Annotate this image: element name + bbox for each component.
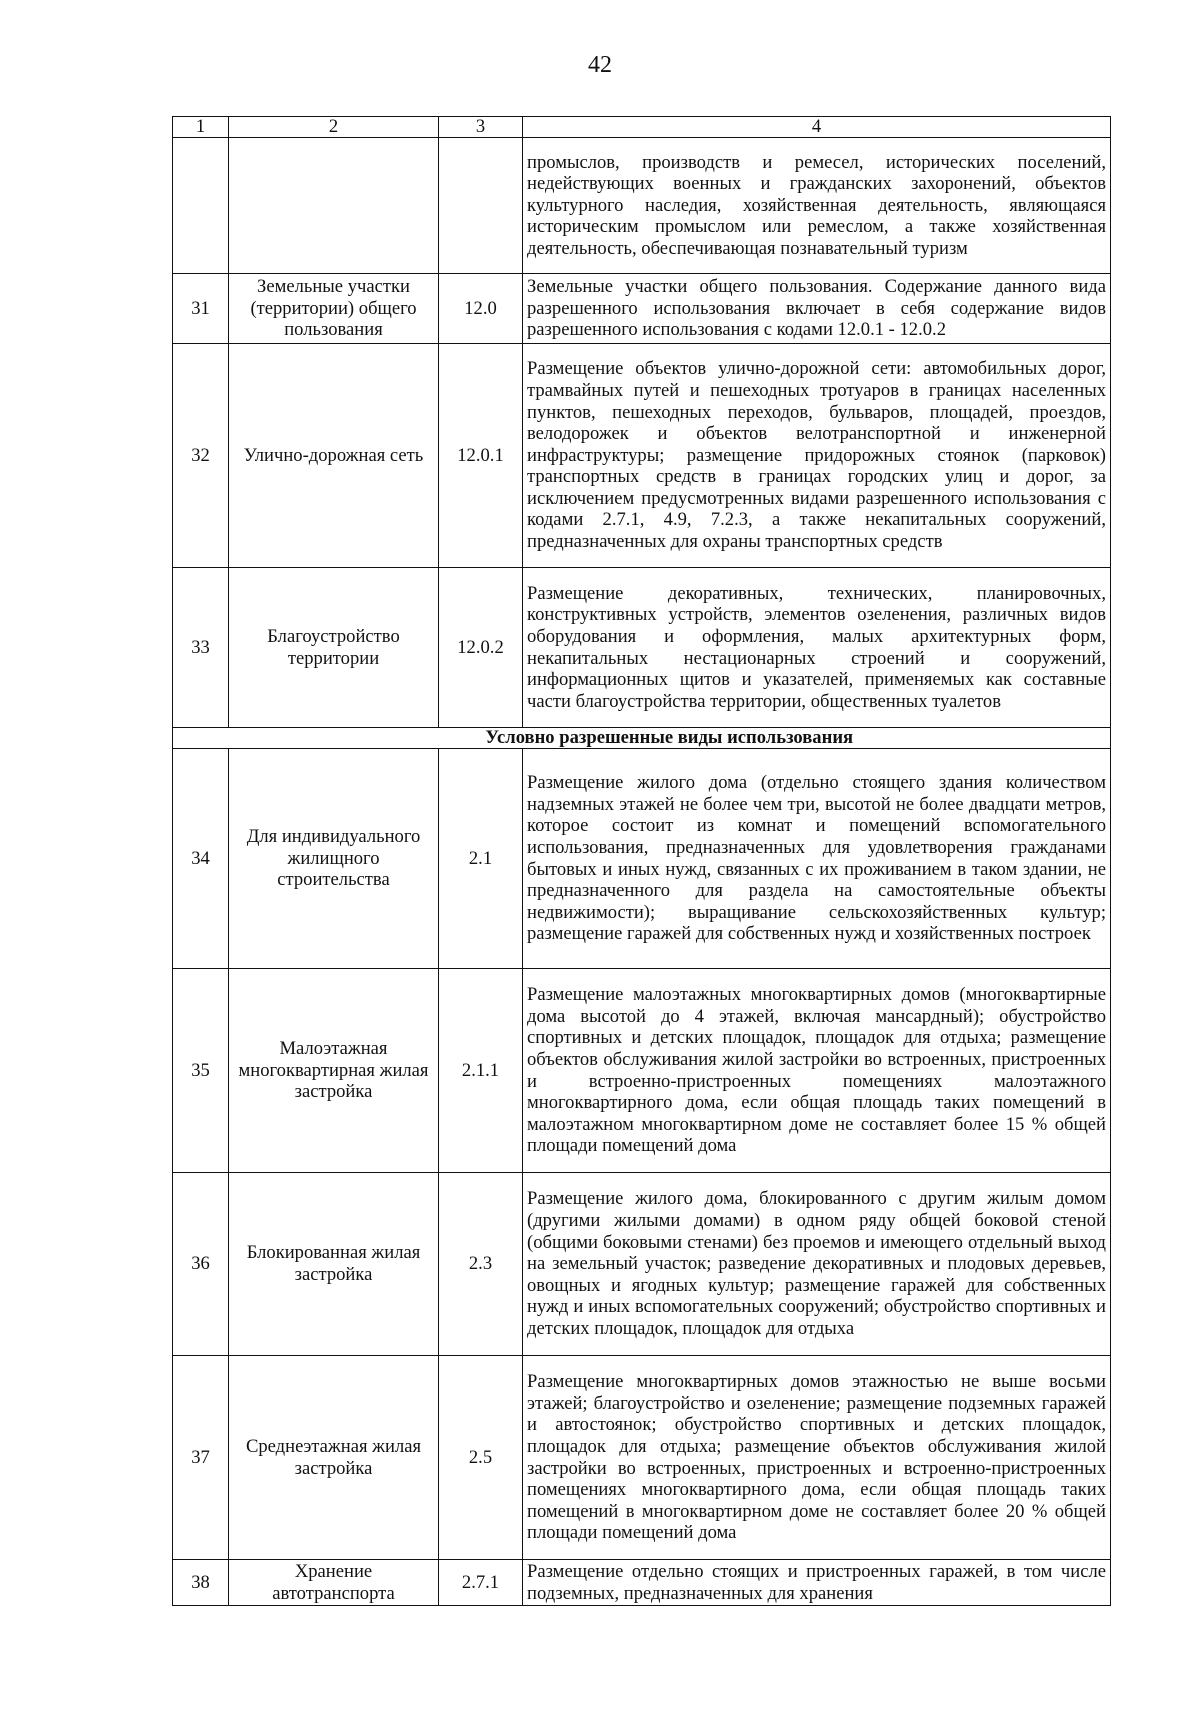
column-header: 1 [173,117,229,138]
row-code-cell: 12.0.1 [439,344,523,568]
row-number-cell: 33 [173,568,229,728]
table-row [173,1356,1111,1560]
row-description-cell: Размещение объектов улично-дорожной сети: автомобильных дорог, трамвайных путей и пешеходных тротуаров в границах населенных пунктов, пешеходных переходов, бульваров, площадей, проездов, велодорожек и объектов велотранспортной и инженерной инфраструктуры; размещение придорожных стоянок (парковок) транспортных средств в границах городских улиц и дорог, за исключением предусмотренных видами разрешенного использования с кодами 2.7.1, 4.9, 7.2.3, а также некапитальных сооружений, предназначенных для охраны транспортных средств [523,344,1111,568]
row-number-cell: 32 [173,344,229,568]
row-description-cell: Размещение жилого дома (отдельно стоящего здания количеством надземных этажей не более чем три, высотой не более двадцати метров, которое состоит из комнат и помещений вспомогательного использования, предназначенных для удовлетворения гражданами бытовых и иных нужд, связанных с их проживанием в таком здании, не предназначенного для раздела на самостоятельные объекты недвижимости); выращивание сельскохозяйственных культур; размещение гаражей для собственных нужд и хозяйственных построек [523,749,1111,969]
table-row [173,274,1111,344]
row-number-cell: 37 [173,1356,229,1560]
row-code-cell: 2.7.1 [439,1560,523,1606]
row-code-cell: 12.0.2 [439,568,523,728]
row-name-cell: Земельные участки (территории) общего пользования [229,274,439,344]
row-name-cell: Среднеэтажная жилая застройка [229,1356,439,1560]
row-code-cell: 2.3 [439,1173,523,1356]
table-row [173,749,1111,969]
column-header: 2 [229,117,439,138]
column-header: 4 [523,117,1111,138]
table-row [173,1173,1111,1356]
row-number-cell: 38 [173,1560,229,1606]
row-name-cell: Для индивидуального жилищного строительства [229,749,439,969]
row-description-cell: промыслов, производств и ремесел, исторических поселений, недействующих военных и гражданских захоронений, объектов культурного наследия, хозяйственная деятельность, являющаяся историческим промыслом или ремеслом, а также хозяйственная деятельность, обеспечивающая познавательный туризм [523,138,1111,274]
table-row [173,1560,1111,1606]
row-code-cell: 12.0 [439,274,523,344]
section-title: Условно разрешенные виды использования [229,728,1111,749]
row-name-cell: Хранение автотранспорта [229,1560,439,1606]
row-description-cell: Размещение жилого дома, блокированного с другим жилым домом (другими жилыми домами) в одном ряду общей боковой стеной (общими боковыми стенами) без проемов и имеющего отдельный выход на земельный участок; разведение декоративных и плодовых деревьев, овощных и ягодных культур; размещение гаражей для собственных нужд и иных вспомогательных сооружений; обустройство спортивных и детских площадок, площадок для отдыха [523,1173,1111,1356]
land-use-table [172,116,1111,1606]
row-number-cell: 36 [173,1173,229,1356]
table-row-continuation [173,138,1111,274]
table-row [173,969,1111,1173]
row-number-cell: 35 [173,969,229,1173]
row-name-cell: Благоустройство территории [229,568,439,728]
table-header-row [173,117,1111,138]
row-code-cell: 2.1 [439,749,523,969]
row-code-cell: 2.1.1 [439,969,523,1173]
table-row [173,568,1111,728]
row-number-cell [173,138,229,274]
row-name-cell: Блокированная жилая застройка [229,1173,439,1356]
section-spacer-cell [173,728,229,749]
row-code-cell [439,138,523,274]
row-number-cell: 34 [173,749,229,969]
row-description-cell: Размещение многоквартирных домов этажностью не выше восьми этажей; благоустройство и озеленение; размещение подземных гаражей и автостоянок; обустройство спортивных и детских площадок, площадок для отдыха; размещение объектов обслуживания жилой застройки во встроенных, пристроенных и встроенно-пристроенных помещениях многоквартирного дома, если общая площадь таких помещений в многоквартирном доме не составляет более 20 % общей площади помещений дома [523,1356,1111,1560]
row-description-cell: Размещение отдельно стоящих и пристроенных гаражей, в том числе подземных, предназначенных для хранения [523,1560,1111,1606]
row-number-cell: 31 [173,274,229,344]
section-header-row [173,728,1111,749]
row-description-cell: Размещение малоэтажных многоквартирных домов (многоквартирные дома высотой до 4 этажей, включая мансардный); обустройство спортивных и детских площадок, площадок для отдыха; размещение объектов обслуживания жилой застройки во встроенных, пристроенных и встроенно-пристроенных помещениях малоэтажного многоквартирного дома, если общая площадь таких помещений в малоэтажном многоквартирном доме не составляет более 15 % общей площади помещений дома [523,969,1111,1173]
column-header: 3 [439,117,523,138]
page-number: 42 [588,52,612,78]
row-name-cell [229,138,439,274]
row-description-cell: Земельные участки общего пользования. Содержание данного вида разрешенного использования включает в себя содержание видов разрешенного использования с кодами 12.0.1 - 12.0.2 [523,274,1111,344]
row-description-cell: Размещение декоративных, технических, планировочных, конструктивных устройств, элементов озеленения, различных видов оборудования и оформления, малых архитектурных форм, некапитальных нестационарных строений и сооружений, информационных щитов и указателей, применяемых как составные части благоустройства территории, общественных туалетов [523,568,1111,728]
row-name-cell: Улично-дорожная сеть [229,344,439,568]
table-row [173,344,1111,568]
row-name-cell: Малоэтажная многоквартирная жилая застройка [229,969,439,1173]
row-code-cell: 2.5 [439,1356,523,1560]
